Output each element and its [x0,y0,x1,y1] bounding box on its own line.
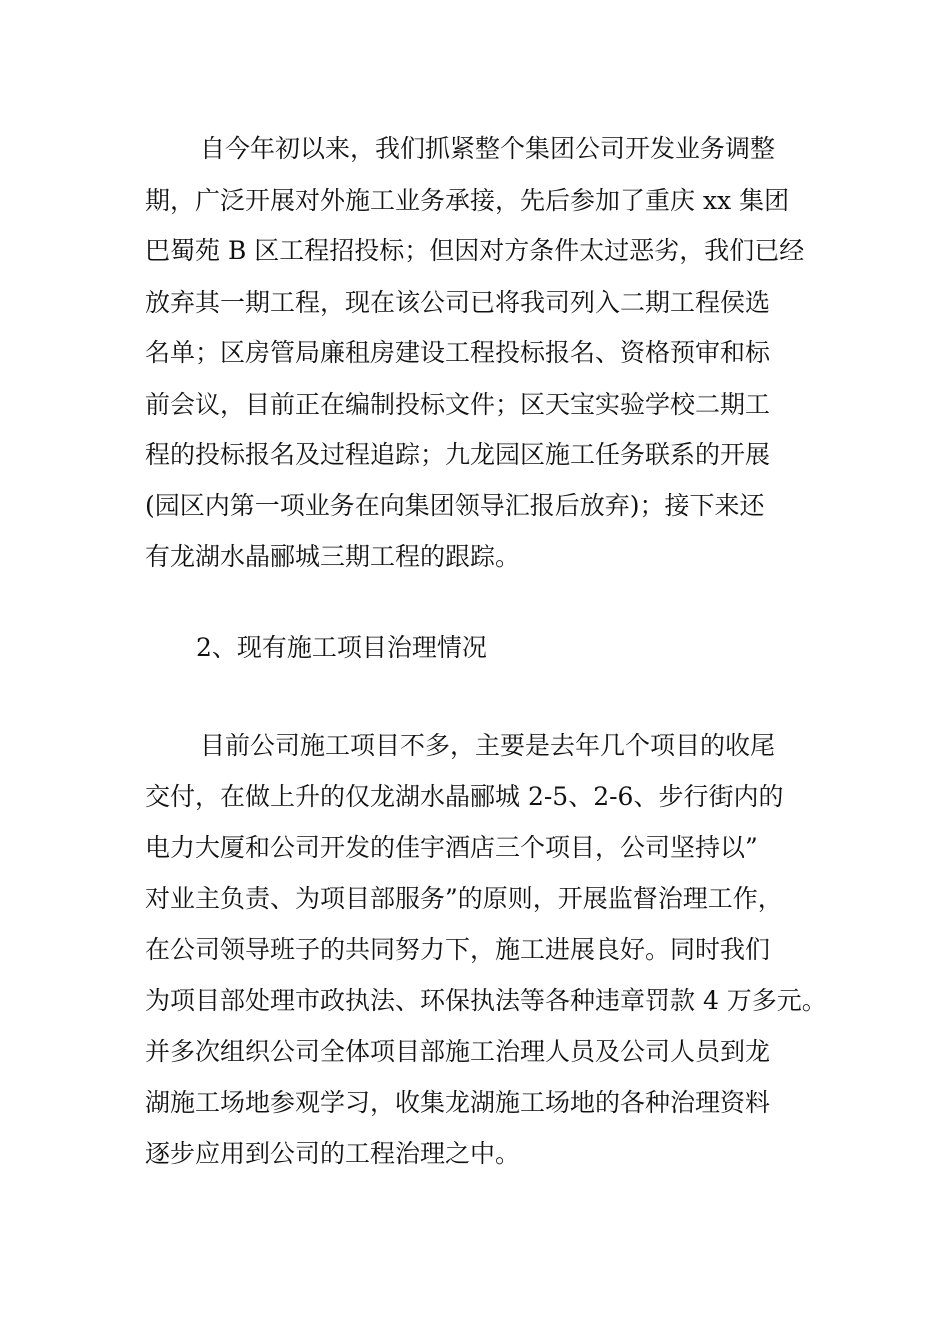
paragraph-line: 湖施工场地参观学习，收集龙湖施工场地的各种治理资料 [145,1088,771,1117]
paragraph-line: 自今年初以来，我们抓紧整个集团公司开发业务调整 [200,134,776,163]
paragraph-line: 巴蜀苑 B 区工程招投标；但因对方条件太过恶劣，我们已经 [145,236,805,265]
paragraph-line: 为项目部处理市政执法、环保执法等各种违章罚款 4 万多元。 [145,986,827,1015]
section-heading: 2、现有施工项目治理情况 [196,633,487,662]
paragraph-line: 目前公司施工项目不多，主要是去年几个项目的收尾 [200,731,776,760]
paragraph-line: 在公司领导班子的共同努力下，施工进展良好。同时我们 [145,935,771,964]
paragraph-line: 前会议，目前正在编制投标文件；区天宝实验学校二期工 [145,390,771,419]
paragraph-line: 有龙湖水晶郦城三期工程的跟踪。 [145,542,521,571]
paragraph-line: 放弃其一期工程，现在该公司已将我司列入二期工程侯选 [145,288,771,317]
paragraph-line: 名单；区房管局廉租房建设工程投标报名、资格预审和标 [145,338,771,367]
paragraph-line: 程的投标报名及过程追踪；九龙园区施工任务联系的开展 [145,440,771,469]
paragraph-line: 期，广泛开展对外施工业务承接，先后参加了重庆 xx 集团 [145,186,790,215]
paragraph-line: 电力大厦和公司开发的佳宇酒店三个项目，公司坚持以” [145,833,758,862]
paragraph-line: 对业主负责、为项目部服务”的原则，开展监督治理工作， [145,884,783,913]
paragraph-line: 并多次组织公司全体项目部施工治理人员及公司人员到龙 [145,1037,771,1066]
paragraph-line: (园区内第一项业务在向集团领导汇报后放弃)；接下来还 [145,491,765,520]
paragraph-line: 交付，在做上升的仅龙湖水晶郦城 2-5、2-6、步行街内的 [145,782,784,811]
paragraph-line: 逐步应用到公司的工程治理之中。 [145,1139,521,1168]
